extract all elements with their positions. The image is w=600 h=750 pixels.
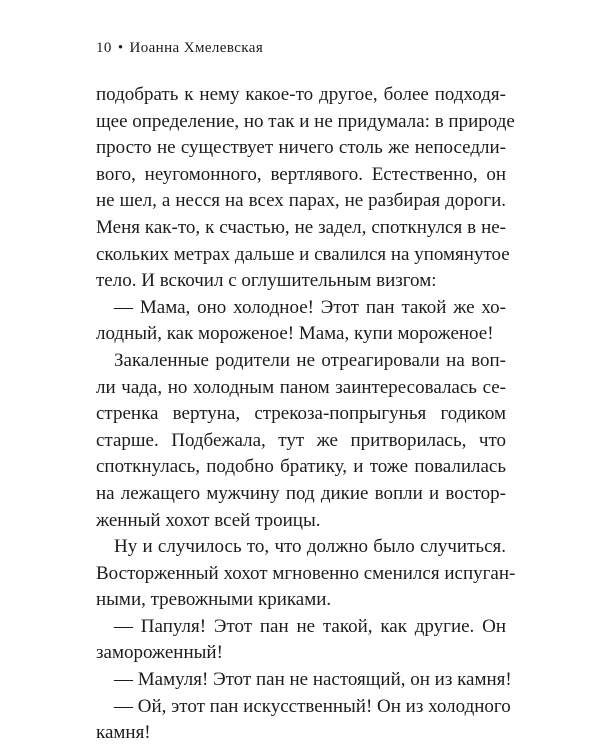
text-line: не шел, а несся на всех парах, не разбирая дороги. (96, 190, 506, 212)
header-separator: • (117, 40, 124, 56)
text-line: женный хохот всей троицы. (96, 509, 321, 531)
text-line: Ну и случилось то, что должно было случиться. (114, 536, 506, 558)
text-line: просто не существует ничего столь же непоседли- (96, 137, 506, 159)
text-line: стренка вертуна, стрекоза-попрыгунья годиком (96, 403, 506, 425)
text-line: — Ой, этот пан искусственный! Он из холодного (114, 695, 511, 717)
text-line: Меня как-то, к счастью, не задел, споткнулся в не- (96, 216, 506, 238)
running-title: Иоанна Хмелевская (129, 40, 264, 56)
text-line: — Мама, оно холодное! Этот пан такой же хо- (114, 296, 506, 318)
running-header (96, 40, 263, 57)
text-line: — Папуля! Этот пан не такой, как другие. Он (114, 615, 506, 637)
page-number: 10 (96, 40, 112, 56)
page-body (96, 82, 516, 747)
text-line: щее определение, но так и не придумала: в природе (96, 110, 515, 132)
text-line: на лежащего мужчину под дикие вопли и востор- (96, 482, 506, 504)
text-line: Закаленные родители не отреагировали на воп- (114, 349, 506, 371)
text-line: ными, тревожными криками. (96, 589, 332, 611)
text-line: вого, неугомонного, вертлявого. Естественно, он (96, 163, 506, 185)
text-line: скольких метрах дальше и свалился на упомянутое (96, 243, 510, 265)
text-line: тело. И вскочил с оглушительным визгом: (96, 270, 437, 292)
text-line: споткнулась, подобно братику, и тоже повалилась (96, 456, 506, 478)
text-line: — Мамуля! Этот пан не настоящий, он из камня! (114, 669, 512, 691)
text-line: старше. Подбежала, тут же притворилась, что (96, 429, 506, 451)
text-line: камня! (96, 722, 151, 744)
text-line: лодный, как мороженое! Мама, купи мороженое! (96, 323, 494, 345)
text-line: Восторженный хохот мгновенно сменился испуган- (96, 562, 516, 584)
text-line: подобрать к нему какое-то другое, более подходя- (96, 84, 506, 105)
text-line: ли чада, но холодным паном заинтересовалась се- (96, 376, 506, 398)
text-line: замороженный! (96, 642, 223, 664)
